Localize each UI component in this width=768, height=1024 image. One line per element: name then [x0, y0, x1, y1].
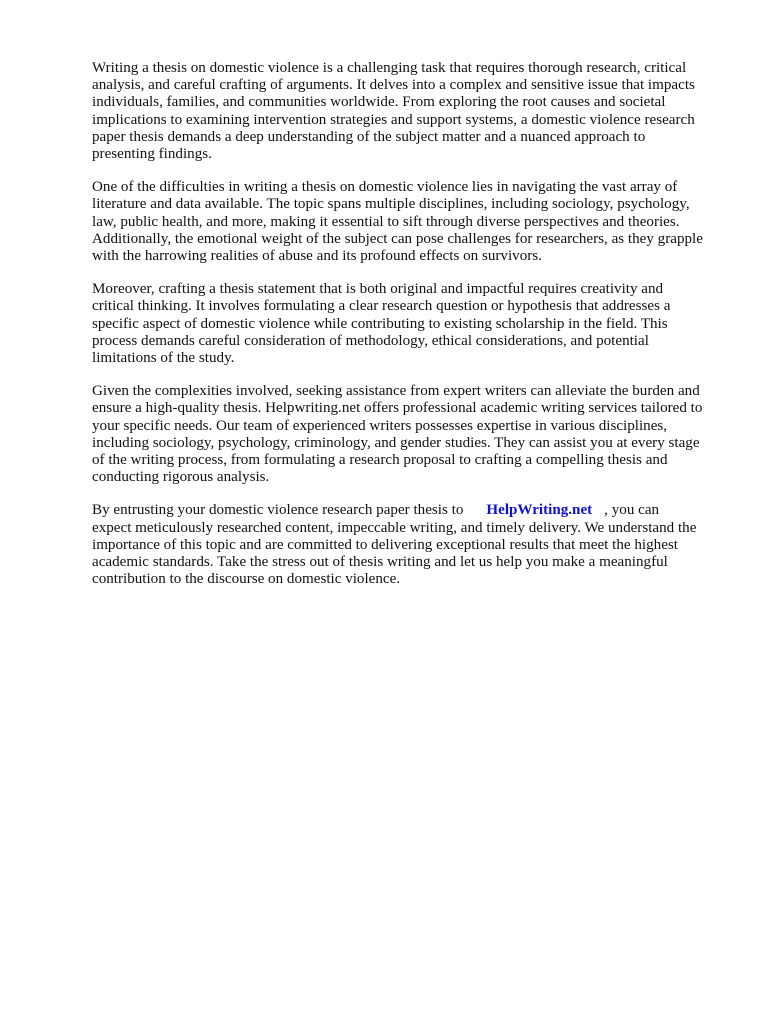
text-line: Given the complexities involved, seeking assistance from expert writers can alleviate the burden and: [92, 383, 700, 400]
paragraph-difficulties: [92, 179, 724, 265]
text-line: Writing a thesis on domestic violence is a challenging task that requires thorough research, critical: [92, 60, 687, 76]
text-line: process demands careful consideration of methodology, ethical considerations, and potential: [92, 332, 649, 349]
text-line: presenting findings.: [92, 146, 212, 163]
text-line: conducting rigorous analysis.: [92, 469, 270, 486]
text-line: ensure a high-quality thesis. Helpwriting.net offers professional academic writing services tailored to: [92, 400, 703, 417]
text-line: with the harrowing realities of abuse and its profound effects on survivors.: [92, 248, 542, 265]
text-line: implications to examining intervention strategies and support systems, a domestic violence research: [92, 111, 695, 128]
document-page: [92, 60, 724, 604]
text-line: contribution to the discourse on domestic violence.: [92, 571, 401, 588]
text-before-link: By entrusting your domestic violence research paper thesis to: [92, 502, 464, 519]
text-line: Additionally, the emotional weight of the subject can pose challenges for researchers, as they grapple: [92, 230, 703, 247]
helpwriting-link[interactable]: HelpWriting.net: [486, 502, 593, 519]
text-line-with-link: [92, 502, 724, 519]
paragraph-intro: [92, 60, 724, 163]
text-line: One of the difficulties in writing a thesis on domestic violence lies in navigating the vast array of: [92, 179, 678, 196]
text-line: critical thinking. It involves formulating a clear research question or hypothesis that addresses a: [92, 298, 671, 315]
text-after-link: , you can: [604, 502, 660, 519]
paragraph-conclusion: [92, 502, 724, 588]
text-line: paper thesis demands a deep understanding of the subject matter and a nuanced approach to: [92, 128, 646, 145]
text-line: Moreover, crafting a thesis statement that is both original and impactful requires creativity and: [92, 281, 664, 298]
text-line: specific aspect of domestic violence while contributing to existing scholarship in the field. This: [92, 315, 668, 332]
text-line: your specific needs. Our team of experienced writers possesses expertise in various disciplines,: [92, 417, 668, 434]
text-line: literature and data available. The topic spans multiple disciplines, including sociology, psychology,: [92, 196, 690, 213]
text-line: importance of this topic and are committed to delivering exceptional results that meet the highest: [92, 536, 678, 553]
text-line: expect meticulously researched content, impeccable writing, and timely delivery. We understand the: [92, 519, 697, 536]
text-line: individuals, families, and communities worldwide. From exploring the root causes and societal: [92, 94, 666, 111]
text-line: of the writing process, from formulating a research proposal to crafting a compelling thesis and: [92, 452, 668, 469]
text-line: law, public health, and more, making it essential to sift through diverse perspectives and theories.: [92, 213, 680, 230]
text-line: including sociology, psychology, criminology, and gender studies. They can assist you at every stage: [92, 434, 700, 451]
text-line: analysis, and careful crafting of arguments. It delves into a complex and sensitive issue that impacts: [92, 77, 695, 94]
text-line: academic standards. Take the stress out of thesis writing and let us help you make a meaningful: [92, 554, 668, 571]
text-line: limitations of the study.: [92, 350, 235, 367]
paragraph-assistance: [92, 383, 724, 486]
paragraph-thesis-statement: [92, 281, 724, 367]
